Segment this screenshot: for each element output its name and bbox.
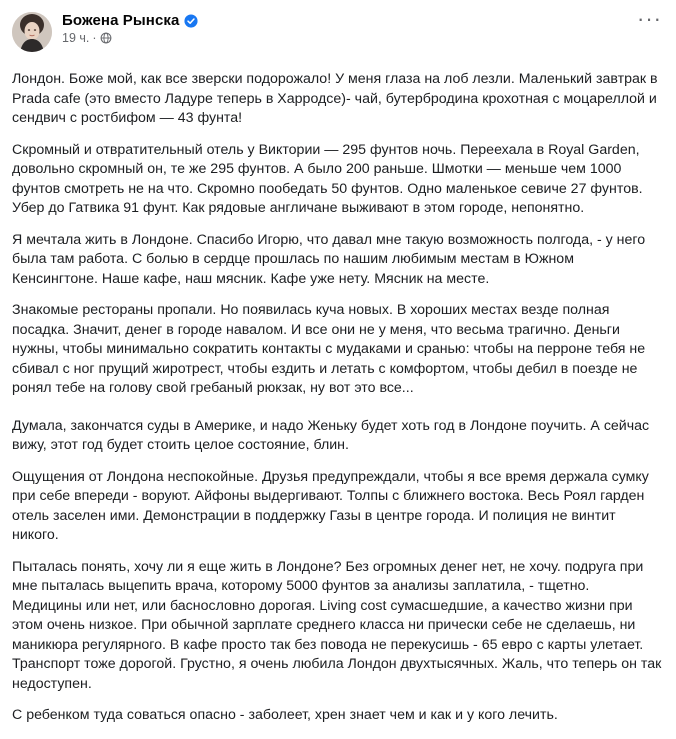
post-header — [12, 8, 662, 62]
post-body — [12, 70, 662, 726]
post-paragraph: Скромный и отвратительный отель у Виктории — 295 фунтов ночь. Переехала в Royal Garden, довольно скромный он, те же 295 фунтов. А было 200 раньше. Шмотки — меньше чем 1000 фунтов смотреть не на что. Скромно пообедать 50 фунтов. Одно маленькое севиче 27 фунтов. Убер до Гатвика 91 фунт. Как рядовые англичане выживают в этом городе, непонятно. — [12, 141, 643, 216]
avatar-image — [12, 12, 52, 52]
post-paragraph: Лондон. Боже мой, как все зверски подорожало! У меня глаза на лоб лезли. Маленький завтрак в Prada cafe (это вместо Ладуре теперь в Харродсе)- чай, бутербродина крохотная с моцареллой и сендвич с ростбифом — 43 фунта! — [12, 71, 658, 126]
author-row — [62, 12, 198, 29]
post-paragraph: С ребенком туда соваться опасно - заболеет, хрен знает чем и как и у кого лечить. — [12, 707, 558, 723]
post-paragraph: Думала, закончатся суды в Америке, и надо Женьку будет хоть год в Лондоне поучить. А сейчас вижу, этот год будет стоить целое состояние, блин. — [12, 417, 650, 453]
globe-icon — [100, 32, 112, 44]
more-options-icon[interactable]: ··· — [637, 6, 662, 31]
post-timestamp[interactable]: 19 ч. — [62, 31, 90, 45]
post-meta — [62, 8, 198, 45]
post-paragraph: Знакомые рестораны пропали. Но появилась куча новых. В хороших местах везде полная посадка. Значит, денег в городе навалом. И все они не у меня, что весьма трагично. Деньги нужны, чтобы минимально сократить контакты с мудаками и сранью: чтобы на перроне тебя не сбивал с ног прущий жиротрест, чтобы ездить и летать с комфортом, чтобы дебил в поезде не ронял тебе на голову свой гребаный рюкзак, ну вот это все... — [12, 302, 646, 396]
author-name[interactable]: Божена Рынска — [62, 12, 180, 29]
separator-dot: · — [92, 31, 97, 45]
verified-badge-icon — [184, 14, 198, 28]
post-paragraph: Пыталась понять, хочу ли я еще жить в Лондоне? Без огромных денег нет, не хочу. подруга при мне пыталась выцепить врача, которому 5000 фунтов за анализы заплатила, - тщетно. Медицины или нет, или баснословно дорогая. Living cost сумасшедшие, а качество жизни при этом очень низкое. При обычной зарплате среднего класса ни прически себе не сделаешь, ни маникюра регулярного. В кафе просто так без повода не перекусишь - 65 евро с карты улетает. Транспорт тоже дорогой. Грустно, я очень любила Лондон двухтысячных. Жаль, что теперь он так недоступен. — [12, 558, 662, 692]
avatar[interactable] — [12, 12, 52, 52]
post-paragraph: Я мечтала жить в Лондоне. Спасибо Игорю, что давал мне такую возможность полгода, - у него была там работа. С болью в сердце прошлась по нашим любимым местам в Южном Кенсингтоне. Наше кафе, наш мясник. Кафе уже нету. Мясник на месте. — [12, 231, 646, 287]
post-subline — [62, 31, 198, 45]
post-paragraph: Ощущения от Лондона неспокойные. Друзья предупреждали, чтобы я все время держала сумку при себе впереди - воруют. Айфоны выдергивают. Толпы с ближнего востока. Весь Роял гарден отель заселен ими. Демонстрации в поддержку Газы в центре города. И полиция не винтит никого. — [12, 468, 649, 543]
